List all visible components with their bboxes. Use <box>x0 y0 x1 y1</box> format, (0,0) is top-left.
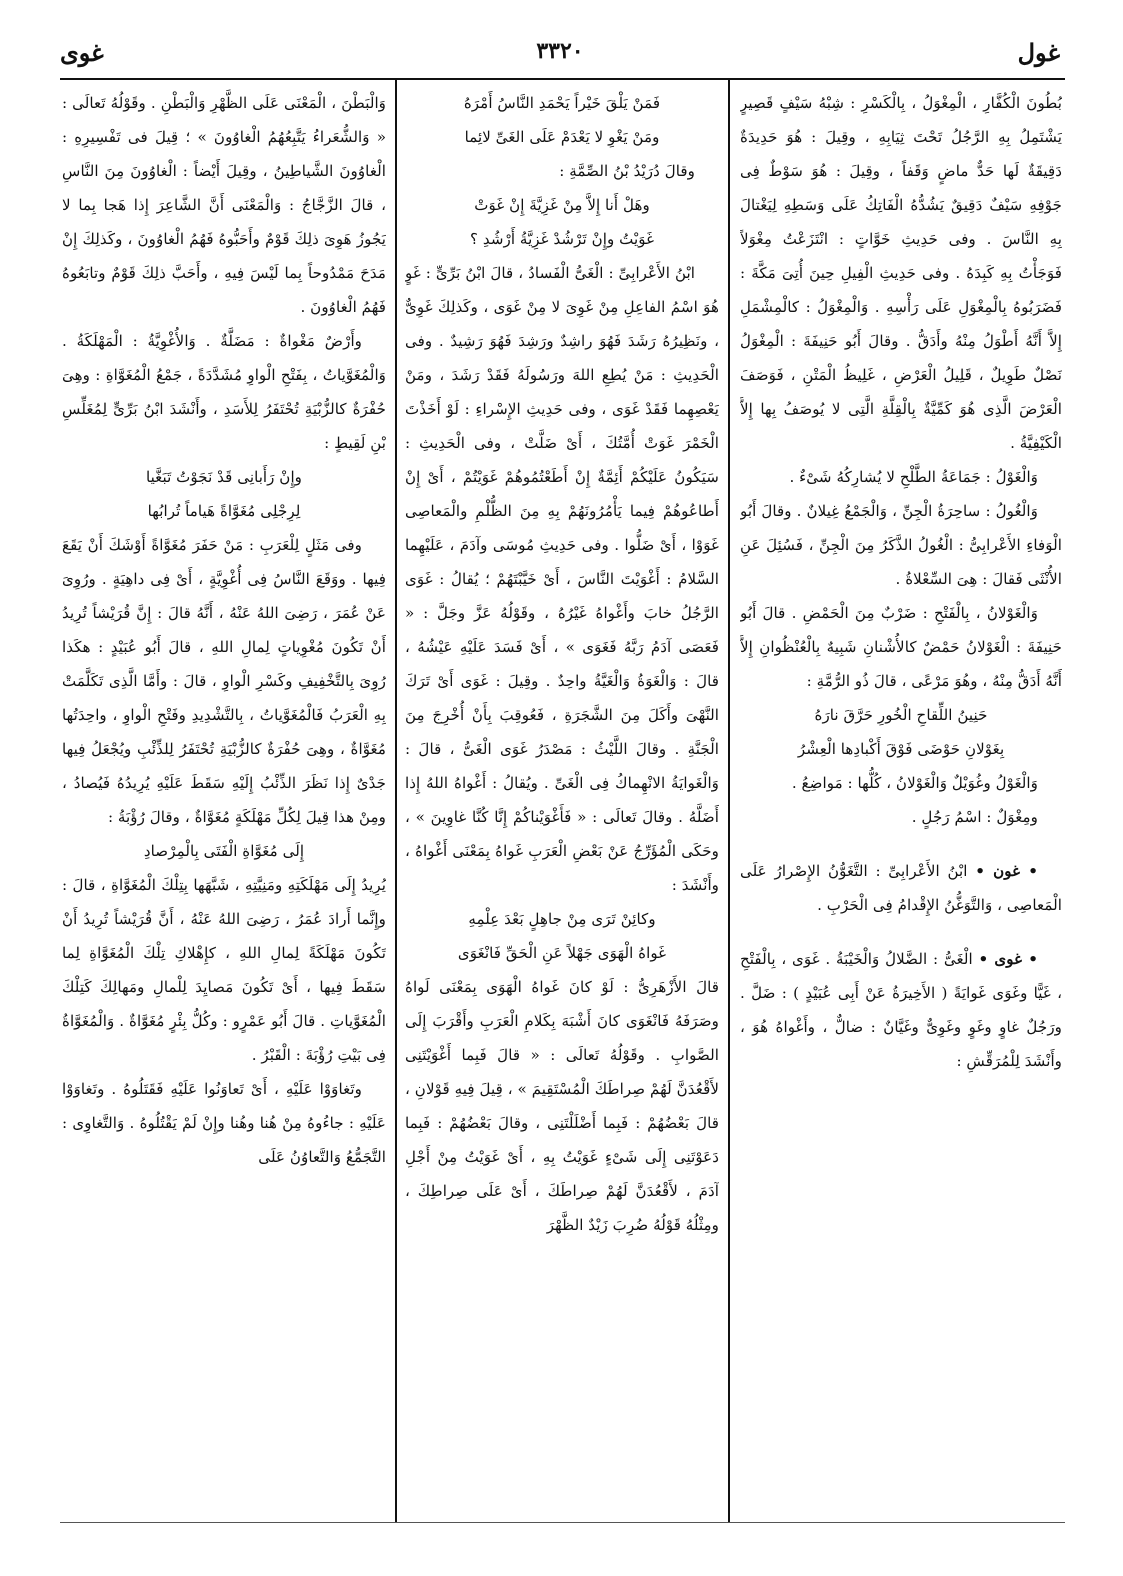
dictionary-entry <box>740 942 1062 1078</box>
column-left <box>62 86 386 1516</box>
header-root-right: غول <box>1017 38 1060 67</box>
verse-line: وهَلْ أَنا إِلاَّ مِنْ غَزِيَّةَ إِنْ غَوَتْ <box>474 196 650 214</box>
paragraph: وَالْبَطْنَ ، الْمَعْنَى عَلَى الظَّهْرِ وَالْبَطْنِ . وقَوْلُهُ تَعالَى : « وَالشُّعَراءُ يَتَّبِعُهُمُ الْغاوُونَ » ؛ قِيلَ فى تَفْسِيرِهِ : الْغاوُونَ الشَّياطِينُ ، وقِيلَ أَيْضاً : الْغاوُونَ مِنَ النَّاسِ ، قالَ الزَّجَّاجُ : وَالْمَعْنَى أَنَّ الشَّاعِرَ إِذا هَجا بِما لا يَجُوزُ هَوِىَ ذلِكَ قَوْمٌ وأَحَبُّوهُ فَهُمُ الْغاوُونَ ، وكَذلِكَ إِنْ مَدَحَ مَمْدُوحاً بِما لَيْسَ فِيهِ ، وأَحَبَّ ذلِكَ قَوْمٌ وتابَعُوهُ فَهُمُ الْغاوُونَ . <box>62 94 386 316</box>
page-header <box>60 38 1060 78</box>
paragraph: وأَرْضٌ مَغْواةٌ : مَضَلَّةٌ . وَالأُغْوِيَّةُ : الْمَهْلَكَةُ . وَالْمُغَوَّياتُ ، بِفَتْحِ الْواوِ مُشَدَّدَةً ، جَمْعُ الْمُغَوَّاةِ : وهِىَ حُفْرَةٌ كالزُّبْيَةِ تُحْتَفَرُ لِلأَسَدِ ، وأَنْشَدَ ابْنُ بَرِّىٍّ لِمُغَلِّسِ بْنِ لَقِيطٍ : <box>62 332 386 452</box>
column-middle <box>405 86 719 1516</box>
paragraph: وَالْغَوْلُ : جَمَاعَةُ الطَّلْحِ لا يُشارِكُهُ شَىْءٌ . <box>789 468 1038 486</box>
verse-line: لِرِجْلِى مُغَوَّاةً هَياماً تُرابُها <box>147 502 301 520</box>
verse-line: حَنِينُ اللِّقاحِ الْخُورِ حَرَّقَ نارَهُ <box>814 706 988 724</box>
header-root-left: غوى <box>60 38 104 67</box>
paragraph: وتَغاوَوْا عَلَيْهِ ، أَىْ تَعاوَنُوا عَلَيْهِ فَقَتَلُوهُ . وتَغاوَوْا عَلَيْهِ : جاءُوهُ مِنْ هُنا وهُنا وإِنْ لَمْ يَقْتُلُوهُ . وَالتَّغاوِى : التَّجَمُّعُ وَالتَّعاوُنُ عَلَى <box>62 1080 386 1166</box>
paragraph: ومِغْوَلٌ : اسْمُ رَجُلٍ . <box>911 808 1038 826</box>
paragraph: يُرِيدُ إِلَى مَهْلَكَتِهِ ومَنِيَّتِهِ ، شَبَّهَها بِتِلْكَ الْمُغَوَّاةِ ، قالَ : وإِنَّما أَرادَ عُمَرُ ، رَضِىَ اللهُ عَنْهُ ، أَنَّ قُرَيْشاً تُرِيدُ أَنْ تَكُونَ مَهْلَكَةً لِمالِ اللهِ ، كإِهْلاكِ تِلْكَ الْمُغَوَّاةِ لِما سَقَطَ فِيها ، أَىْ تَكُونَ مَصايِدَ لِلْمالِ ومَهالِكَ كَتِلْكَ الْمُغَوَّياتِ . قالَ أَبُو عَمْرٍو : وكُلُّ بِئْرٍ مُغَوَّاةٌ . وَالْمُغَوَّاةُ فِى بَيْتِ رُؤْبَةَ : الْقَبْرُ . <box>62 876 386 1064</box>
paragraph: وقالَ دُرَيْدُ بْنُ الصِّمَّةِ : <box>559 162 695 180</box>
entry-headword: • غوى • <box>978 950 1038 968</box>
verse-line: غَوَيْتُ وإِنْ تَرْشُدْ غَزِيَّةُ أَرْشُدِ ؟ <box>469 230 655 248</box>
dictionary-entry <box>740 854 1062 922</box>
entry-text: الْغَىُّ : الضَّلالُ وَالْخَيْبَةُ . غَوَى ، بِالْفَتْحِ ، غَيًّا وغَوَى غَوايَةً ( الأَخِيرَةُ عَنْ أَبِى عُبَيْدٍ ) : ضَلَّ . ورَجُلٌ غاوٍ وغَوٍ وغَوِىٌّ وغَيَّانٌ : ضالٌّ ، وأَغْواهُ هُوَ ، وأَنْشَدَ لِلْمُرَقِّشِ : <box>740 950 1062 1070</box>
page-number: ٣٣٢٠ <box>536 38 584 64</box>
paragraph: بُطُونَ الْكُفَّارِ ، الْمِغْوَلُ ، بِالْكَسْرِ : شِبْهُ سَيْفٍ قَصِيرٍ يَشْتَمِلُ بِهِ الرَّجُلُ تَحْتَ ثِيَابِهِ ، وقِيلَ : هُوَ حَدِيدَةٌ دَقِيقَةٌ لَها حَدٌّ ماضٍ وَقَفاً ، وقِيلَ : هُوَ سَوْطٌ فِى جَوْفِهِ سَيْفٌ دَقِيقٌ يَشُدُّهُ الْفَاتِكُ عَلَى وَسَطِهِ لِيَغْتالَ بِهِ النَّاسَ . وفى حَدِيثِ خَوَّاتٍ : انْتَزَعْتُ مِغْوَلاً فَوَجَأْتُ بِهِ كَبِدَهُ . وفى حَدِيثِ الْفِيلِ حِينَ أُتِىَ مَكَّةَ : فَضَرَبُوهُ بِالْمِغْوَلِ عَلَى رَأْسِهِ . وَالْمِغْوَلُ : كالْمِشْمَلِ إِلاَّ أَنَّهُ أَطْوَلُ مِنْهُ وأَدَقُّ . وقالَ أَبُو حَنِيفَةَ : الْمِغْوَلُ نَصْلٌ طَوِيلٌ ، قَلِيلُ الْعَرْضِ ، غَلِيظُ الْمَتْنِ ، فَوَصَفَ الْعَرْضَ الَّذِى هُوَ كَمِّيَّةٌ بِالْقِلَّةِ الَّتِى لا يُوصَفُ بِها إِلاَّ الْكَيْفِيَّةُ . <box>740 94 1062 452</box>
paragraph: ابْنُ الأَعْرابِىِّ : الْغَىُّ الْفَسادُ ، قالَ ابْنُ بَرِّىٍّ : غَوٍ هُوَ اسْمُ الفاعِلِ مِنْ غَوِىَ لا مِنْ غَوَى ، وكَذلِكَ غَوِىٌّ ، ونَظِيرُهُ رَشَدَ فَهُوَ راشِدٌ ورَشِدَ فَهُوَ رَشِيدٌ . وفى الْحَدِيثِ : مَنْ يُطِعِ اللهَ ورَسُولَهُ فَقَدْ رَشَدَ ، ومَنْ يَعْصِهِما فَقَدْ غَوَى ، وفى حَدِيثِ الإِسْراءِ : لَوْ أَخَذْتَ الْخَمْرَ غَوَتْ أُمَّتُكَ ، أَىْ ضَلَّتْ ، وفى الْحَدِيثِ : سَيَكُونُ عَلَيْكُمْ أَئِمَّةٌ إِنْ أَطَعْتُمُوهُمْ غَوَيْتُمْ ، أَىْ إِنْ أَطاعُوهُمْ فِيما يَأْمُرُونَهُمْ بِهِ مِنَ الظُّلْمِ والْمَعاصِى غَوَوْا ، أَىْ ضَلُّوا . وفى حَدِيثِ مُوسَى وآدَمَ ، عَلَيْهِما السَّلامُ : أَغْوَيْتَ النَّاسَ ، أَىْ خَيَّبْتَهُمْ ؛ يُقالُ : غَوَى الرَّجُلُ خابَ وأَغْواهُ غَيْرُهُ ، وقَوْلُهُ عَزَّ وجَلَّ : « فَعَصَى آدَمُ رَبَّهُ فَغَوَى » ، أَىْ فَسَدَ عَلَيْهِ عَيْشُهُ ، قالَ : وَالْغَوَةُ وَالْغَيَّةُ واحِدٌ . وقِيلَ : غَوَى أَىْ تَرَكَ النَّهْىَ وأَكَلَ مِنَ الشَّجَرَةِ ، فَعُوقِبَ بِأَنْ أُخْرِجَ مِنَ الْجَنَّةِ . وقالَ اللَّيْثُ : مَصْدَرُ غَوَى الْغَىُّ ، قالَ : وَالْغَوايَةُ الانْهِماكُ فِى الْغَىِّ . ويُقالُ : أَغْواهُ اللهُ إِذا أَضَلَّهُ . وقالَ تَعالَى : « فَأَغْوَيْناكُمْ إِنَّا كُنَّا غاوِينَ » ، وحَكَى الْمُؤَرِّجُ عَنْ بَعْضِ الْعَرَبِ غَواهُ بِمَعْنَى أَغْواهُ ، وأَنْشَدَ : <box>405 264 719 894</box>
entry-headword: • غون • <box>975 862 1038 880</box>
paragraph: وفى مَثَلٍ لِلْعَرَبِ : مَنْ حَفَرَ مُغَوَّاةً أَوْشَكَ أَنْ يَقَعَ فِيها . ووَقَعَ النَّاسُ فِى أُغْوِيَّةٍ ، أَىْ فِى داهِيَةٍ . ورُوِىَ عَنْ عُمَرَ ، رَضِىَ اللهُ عَنْهُ ، أَنَّهُ قالَ : إِنَّ قُرَيْشاً تُرِيدُ أَنْ تَكُونَ مُغْوِياتٍ لِمالِ اللهِ ، قالَ أَبُو عُبَيْدٍ : هكَذا رُوِىَ بِالتَّخْفِيفِ وكَسْرِ الْواوِ ، قالَ : وأَمَّا الَّذِى تَكَلَّمَتْ بِهِ الْعَرَبُ فَالْمُغَوَّياتُ ، بِالتَّشْدِيدِ وفَتْحِ الْواوِ ، واحِدَتُها مُغَوَّاةٌ ، وهِىَ حُفْرَةٌ كالزُّبْيَةِ تُحْتَفَرُ لِلذِّئْبِ ويُجْعَلُ فِيها جَدْىٌ إِذا نَظَرَ الذِّئْبُ إِلَيْهِ سَقَطَ عَلَيْهِ يُرِيدُهُ فَيُصادُ ، ومِنْ هذا قِيلَ لِكُلِّ مَهْلَكَةٍ مُغَوَّاةٌ ، وقالَ رُؤْبَةُ : <box>62 536 386 826</box>
verse-line: وإِنْ رَأَبانِى قَدْ نَجَوْتُ تَبَغَّيا <box>145 468 303 486</box>
verse-line: فَمَنْ يَلْقَ خَيْراً يَحْمَدِ النَّاسُ أَمْرَهُ <box>463 94 661 112</box>
verse-line: ومَنْ يَغْوِ لا يَعْدَمْ عَلَى الغَىِّ لائِما <box>464 128 660 146</box>
verse-line: وكائِنْ تَرَى مِنْ جاهِلٍ بَعْدَ عِلْمِهِ <box>468 910 656 928</box>
paragraph: وَالْغَوْلُ وغُوَيْلٌ وَالْغَوْلانُ ، كُلُّها : مَواضِعُ . <box>791 774 1038 792</box>
column-divider-left <box>395 78 397 1522</box>
header-rule <box>60 78 1065 80</box>
paragraph: وَالْغَوْلانُ ، بِالْفَتْحِ : ضَرْبٌ مِنَ الْحَمْضِ . قالَ أَبُو حَنِيفَةَ : الْغَوْلانُ حَمْضٌ كالأُشْنانِ شَبِيهٌ بِالْعُنْظُوانِ إِلاَّ أَنَّهُ أَدَقُّ مِنْهُ ، وهُوَ مَرْعًى ، قالَ ذُو الرُّمَّةِ : <box>740 604 1062 690</box>
verse-line: بِغَوْلانِ حَوْضَى فَوْقَ أَكْبادِها الْعِشْرُ <box>797 740 1005 758</box>
verse-line: إِلَى مُغَوَّاةِ الْفَتَى بِالْمِرْصادِ <box>143 842 305 860</box>
entry-gap <box>740 834 1062 854</box>
footer-rule <box>60 1522 1065 1523</box>
verse-line: غَواهُ الْهَوَى جَهْلاً عَنِ الْحَقِّ فَانْغَوَى <box>457 944 667 962</box>
paragraph: قالَ الأَزْهَرِىُّ : لَوْ كانَ غَواهُ الْهَوَى بِمَعْنَى لَواهُ وصَرَفَهُ فَانْغَوَى كانَ أَشْبَهَ بِكَلامِ الْعَرَبِ وأَقْرَبَ إِلَى الصَّوابِ . وقَوْلُهُ تَعالَى : « قالَ فَبِما أَغْوَيْتَنِى لأَقْعُدَنَّ لَهُمْ صِراطَكَ الْمُسْتَقِيمَ » ، قِيلَ فِيهِ قَوْلانِ ، قالَ بَعْضُهُمْ : فَبِما أَضْلَلْتَنِى ، وقالَ بَعْضُهُمْ : فَبِما دَعَوْتَنِى إِلَى شَىْءٍ غَوَيْتُ بِهِ ، أَىْ غَوَيْتُ مِنْ أَجْلِ آدَمَ ، لأَقْعُدَنَّ لَهُمْ صِراطَكَ ، أَىْ عَلَى صِراطِكَ ، ومِثْلُهُ قَوْلُهُ ضُرِبَ زَيْدٌ الظَّهْرَ <box>405 978 719 1234</box>
entry-text: ابْنُ الأَعْرابِىِّ : التَّغَوُّنُ الإِصْرارُ عَلَى الْمَعاصِى ، وَالتَّوَغُّنُ الإِقْدامُ فِى الْحَرْبِ . <box>740 862 1062 914</box>
column-divider-right <box>728 78 730 1522</box>
paragraph: وَالْغُولُ : ساحِرَةُ الْجِنِّ ، وَالْجَمْعُ غِيلانٌ . وقالَ أَبُو الْوَفاءِ الأَعْرابِىُّ : الْغُولُ الذَّكَرُ مِنَ الْجِنِّ ، فَسُئِلَ عَنِ الأُنْثَى فَقالَ : هِىَ السِّعْلاةُ . <box>740 502 1062 588</box>
column-right <box>740 86 1062 1516</box>
entry-gap <box>740 922 1062 942</box>
